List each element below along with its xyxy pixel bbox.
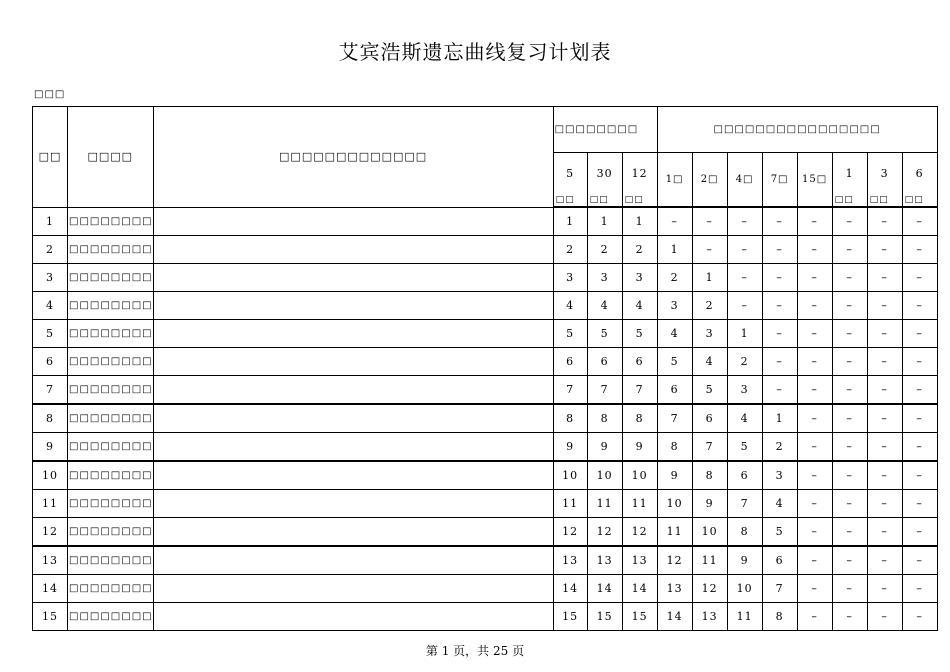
review-cell: – bbox=[832, 320, 867, 348]
table-row bbox=[33, 348, 938, 376]
review-cell: – bbox=[832, 264, 867, 292]
row-seq: 2 bbox=[33, 236, 68, 264]
review-cell: 6 bbox=[587, 348, 622, 376]
review-cell: 6 bbox=[622, 348, 657, 376]
review-cell: 10 bbox=[727, 575, 762, 603]
review-cell: 7 bbox=[762, 575, 797, 603]
review-cell: – bbox=[867, 264, 902, 292]
row-content bbox=[153, 490, 553, 518]
review-cell: – bbox=[902, 518, 937, 547]
review-cell: – bbox=[692, 236, 727, 264]
review-cell: 2 bbox=[762, 433, 797, 462]
review-cell: 1 bbox=[587, 207, 622, 236]
review-cell: 3 bbox=[762, 461, 797, 490]
row-topic: □□□□□□□□ bbox=[68, 461, 154, 490]
review-cell: 13 bbox=[553, 546, 587, 575]
row-topic: □□□□□□□□ bbox=[68, 490, 154, 518]
review-cell: – bbox=[762, 292, 797, 320]
review-cell: 15 bbox=[553, 603, 587, 631]
review-cell: – bbox=[902, 603, 937, 631]
review-cell: 14 bbox=[587, 575, 622, 603]
review-cell: 9 bbox=[622, 433, 657, 462]
row-seq: 4 bbox=[33, 292, 68, 320]
table-row bbox=[33, 518, 938, 547]
row-topic: □□□□□□□□ bbox=[68, 603, 154, 631]
review-cell: – bbox=[727, 236, 762, 264]
interval-month-1: 1 □□ bbox=[832, 153, 867, 208]
row-seq: 8 bbox=[33, 404, 68, 433]
review-cell: – bbox=[902, 348, 937, 376]
page-footer: 第 1 页，共 25 页 bbox=[425, 644, 525, 658]
review-cell: 5 bbox=[692, 376, 727, 405]
review-cell: – bbox=[902, 207, 937, 236]
review-cell: 4 bbox=[692, 348, 727, 376]
review-cell: 3 bbox=[553, 264, 587, 292]
interval-5: 5 □□ bbox=[553, 153, 587, 208]
review-cell: – bbox=[832, 292, 867, 320]
row-content bbox=[153, 404, 553, 433]
review-cell: – bbox=[762, 348, 797, 376]
review-cell: 7 bbox=[657, 404, 692, 433]
review-cell: – bbox=[867, 320, 902, 348]
table-row bbox=[33, 461, 938, 490]
review-cell: 8 bbox=[587, 404, 622, 433]
review-cell: 11 bbox=[727, 603, 762, 631]
review-cell: 6 bbox=[657, 376, 692, 405]
review-cell: 13 bbox=[692, 603, 727, 631]
review-cell: 2 bbox=[727, 348, 762, 376]
table-row bbox=[33, 575, 938, 603]
review-cell: 15 bbox=[622, 603, 657, 631]
review-cell: – bbox=[832, 404, 867, 433]
review-cell: 2 bbox=[587, 236, 622, 264]
review-cell: – bbox=[727, 292, 762, 320]
review-cell: 9 bbox=[657, 461, 692, 490]
row-seq: 9 bbox=[33, 433, 68, 462]
table-row bbox=[33, 236, 938, 264]
review-cell: – bbox=[762, 207, 797, 236]
table-row bbox=[33, 546, 938, 575]
review-cell: 4 bbox=[762, 490, 797, 518]
review-cell: – bbox=[902, 433, 937, 462]
row-topic: □□□□□□□□ bbox=[68, 433, 154, 462]
row-topic: □□□□□□□□ bbox=[68, 376, 154, 405]
review-cell: 1 bbox=[762, 404, 797, 433]
review-cell: 1 bbox=[622, 207, 657, 236]
review-cell: 8 bbox=[692, 461, 727, 490]
review-cell: 11 bbox=[657, 518, 692, 547]
review-cell: 10 bbox=[657, 490, 692, 518]
header-short-group: □□□□□□□□ bbox=[553, 107, 657, 153]
review-cell: 9 bbox=[553, 433, 587, 462]
review-cell: 10 bbox=[587, 461, 622, 490]
review-cell: – bbox=[867, 404, 902, 433]
review-cell: – bbox=[867, 348, 902, 376]
review-cell: – bbox=[797, 518, 832, 547]
review-cell: 1 bbox=[657, 236, 692, 264]
review-cell: – bbox=[797, 264, 832, 292]
review-cell: – bbox=[832, 376, 867, 405]
review-cell: – bbox=[832, 461, 867, 490]
row-topic: □□□□□□□□ bbox=[68, 348, 154, 376]
review-cell: 10 bbox=[692, 518, 727, 547]
review-cell: 2 bbox=[692, 292, 727, 320]
row-topic: □□□□□□□□ bbox=[68, 320, 154, 348]
review-cell: 6 bbox=[727, 461, 762, 490]
review-cell: – bbox=[902, 376, 937, 405]
review-cell: 5 bbox=[622, 320, 657, 348]
table-row bbox=[33, 404, 938, 433]
interval-day-1: 1□ bbox=[657, 153, 692, 208]
review-cell: – bbox=[867, 518, 902, 547]
review-cell: – bbox=[797, 404, 832, 433]
row-topic: □□□□□□□□ bbox=[68, 518, 154, 547]
table-row bbox=[33, 490, 938, 518]
row-topic: □□□□□□□□ bbox=[68, 292, 154, 320]
review-cell: 4 bbox=[622, 292, 657, 320]
review-cell: 7 bbox=[553, 376, 587, 405]
review-cell: 7 bbox=[727, 490, 762, 518]
review-cell: – bbox=[797, 292, 832, 320]
row-content bbox=[153, 320, 553, 348]
review-cell: – bbox=[867, 207, 902, 236]
review-cell: – bbox=[867, 236, 902, 264]
review-cell: 7 bbox=[622, 376, 657, 405]
interval-12: 12 □□ bbox=[622, 153, 657, 208]
review-cell: 10 bbox=[553, 461, 587, 490]
review-cell: 3 bbox=[692, 320, 727, 348]
row-content bbox=[153, 264, 553, 292]
review-cell: – bbox=[797, 236, 832, 264]
review-cell: 8 bbox=[657, 433, 692, 462]
review-cell: 5 bbox=[657, 348, 692, 376]
review-cell: 11 bbox=[692, 546, 727, 575]
review-cell: 12 bbox=[692, 575, 727, 603]
review-cell: – bbox=[832, 236, 867, 264]
row-topic: □□□□□□□□ bbox=[68, 575, 154, 603]
row-content bbox=[153, 546, 553, 575]
row-topic: □□□□□□□□ bbox=[68, 236, 154, 264]
review-cell: 5 bbox=[727, 433, 762, 462]
row-content bbox=[153, 207, 553, 236]
review-cell: 11 bbox=[553, 490, 587, 518]
review-cell: 3 bbox=[587, 264, 622, 292]
review-cell: 11 bbox=[587, 490, 622, 518]
row-topic: □□□□□□□□ bbox=[68, 404, 154, 433]
interval-day-15: 15□ bbox=[797, 153, 832, 208]
review-cell: 13 bbox=[657, 575, 692, 603]
header-long-group: □□□□□□□□□□□□□□□□ bbox=[657, 107, 937, 153]
interval-30: 30 □□ bbox=[587, 153, 622, 208]
review-cell: – bbox=[832, 433, 867, 462]
row-seq: 14 bbox=[33, 575, 68, 603]
review-cell: – bbox=[797, 320, 832, 348]
review-cell: 7 bbox=[587, 376, 622, 405]
row-content bbox=[153, 603, 553, 631]
review-cell: – bbox=[762, 236, 797, 264]
row-seq: 10 bbox=[33, 461, 68, 490]
review-cell: – bbox=[727, 264, 762, 292]
interval-month-6: 6 □□ bbox=[902, 153, 937, 208]
review-cell: 8 bbox=[727, 518, 762, 547]
review-cell: – bbox=[902, 292, 937, 320]
review-cell: – bbox=[902, 575, 937, 603]
review-cell: 3 bbox=[622, 264, 657, 292]
review-cell: – bbox=[867, 490, 902, 518]
row-seq: 13 bbox=[33, 546, 68, 575]
review-cell: – bbox=[867, 546, 902, 575]
review-cell: 4 bbox=[587, 292, 622, 320]
review-cell: – bbox=[902, 490, 937, 518]
review-cell: 8 bbox=[553, 404, 587, 433]
row-seq: 6 bbox=[33, 348, 68, 376]
table-row bbox=[33, 207, 938, 236]
row-seq: 11 bbox=[33, 490, 68, 518]
review-cell: 14 bbox=[657, 603, 692, 631]
review-cell: 6 bbox=[692, 404, 727, 433]
review-cell: – bbox=[832, 348, 867, 376]
review-cell: 7 bbox=[692, 433, 727, 462]
header-content: □□□□□□□□□□□□□ bbox=[153, 107, 553, 208]
review-cell: – bbox=[657, 207, 692, 236]
review-cell: – bbox=[797, 376, 832, 405]
review-cell: – bbox=[797, 546, 832, 575]
review-cell: 11 bbox=[622, 490, 657, 518]
review-cell: 5 bbox=[587, 320, 622, 348]
review-cell: – bbox=[832, 575, 867, 603]
review-cell: 10 bbox=[622, 461, 657, 490]
row-content bbox=[153, 236, 553, 264]
review-cell: – bbox=[797, 433, 832, 462]
review-cell: – bbox=[797, 348, 832, 376]
review-cell: – bbox=[902, 404, 937, 433]
review-cell: 15 bbox=[587, 603, 622, 631]
row-topic: □□□□□□□□ bbox=[68, 546, 154, 575]
review-cell: 13 bbox=[587, 546, 622, 575]
header-seq: □□ bbox=[33, 107, 68, 208]
review-cell: 1 bbox=[553, 207, 587, 236]
review-cell: – bbox=[762, 264, 797, 292]
review-cell: – bbox=[867, 603, 902, 631]
review-cell: 5 bbox=[762, 518, 797, 547]
row-content bbox=[153, 292, 553, 320]
review-cell: 8 bbox=[622, 404, 657, 433]
row-seq: 5 bbox=[33, 320, 68, 348]
review-cell: – bbox=[867, 376, 902, 405]
page-title: 艾宾浩斯遗忘曲线复习计划表 bbox=[338, 40, 612, 64]
interval-day-7: 7□ bbox=[762, 153, 797, 208]
table-row bbox=[33, 376, 938, 405]
review-cell: 2 bbox=[657, 264, 692, 292]
review-cell: 2 bbox=[553, 236, 587, 264]
review-cell: – bbox=[762, 320, 797, 348]
table-row bbox=[33, 292, 938, 320]
review-cell: 4 bbox=[553, 292, 587, 320]
review-cell: – bbox=[867, 433, 902, 462]
review-cell: – bbox=[832, 546, 867, 575]
interval-month-3: 3 □□ bbox=[867, 153, 902, 208]
row-content bbox=[153, 433, 553, 462]
review-cell: – bbox=[797, 207, 832, 236]
review-cell: 12 bbox=[657, 546, 692, 575]
review-cell: – bbox=[832, 518, 867, 547]
review-cell: – bbox=[692, 207, 727, 236]
review-cell: 9 bbox=[692, 490, 727, 518]
review-cell: – bbox=[902, 264, 937, 292]
row-topic: □□□□□□□□ bbox=[68, 264, 154, 292]
review-cell: 12 bbox=[587, 518, 622, 547]
review-cell: 12 bbox=[622, 518, 657, 547]
sheet-note: □□□ bbox=[34, 89, 66, 100]
row-content bbox=[153, 376, 553, 405]
review-cell: – bbox=[727, 207, 762, 236]
row-seq: 15 bbox=[33, 603, 68, 631]
review-cell: 1 bbox=[727, 320, 762, 348]
review-cell: 13 bbox=[622, 546, 657, 575]
review-cell: 5 bbox=[553, 320, 587, 348]
review-cell: – bbox=[797, 603, 832, 631]
review-cell: – bbox=[902, 236, 937, 264]
review-cell: – bbox=[832, 603, 867, 631]
interval-day-2: 2□ bbox=[692, 153, 727, 208]
review-cell: – bbox=[797, 461, 832, 490]
review-cell: – bbox=[867, 461, 902, 490]
header-topic: □□□□ bbox=[68, 107, 154, 208]
row-content bbox=[153, 348, 553, 376]
review-cell: 6 bbox=[762, 546, 797, 575]
review-cell: – bbox=[902, 320, 937, 348]
review-cell: – bbox=[867, 292, 902, 320]
table-row bbox=[33, 433, 938, 462]
review-cell: 14 bbox=[553, 575, 587, 603]
row-content bbox=[153, 518, 553, 547]
review-cell: 8 bbox=[762, 603, 797, 631]
review-cell: – bbox=[797, 575, 832, 603]
review-cell: 1 bbox=[692, 264, 727, 292]
table-row bbox=[33, 264, 938, 292]
review-cell: 3 bbox=[657, 292, 692, 320]
review-cell: – bbox=[797, 490, 832, 518]
interval-day-4: 4□ bbox=[727, 153, 762, 208]
table-row bbox=[33, 603, 938, 631]
review-cell: – bbox=[867, 575, 902, 603]
review-cell: – bbox=[902, 461, 937, 490]
row-seq: 12 bbox=[33, 518, 68, 547]
row-content bbox=[153, 575, 553, 603]
review-cell: 4 bbox=[727, 404, 762, 433]
review-cell: – bbox=[902, 546, 937, 575]
review-cell: 4 bbox=[657, 320, 692, 348]
review-cell: 9 bbox=[587, 433, 622, 462]
review-cell: 9 bbox=[727, 546, 762, 575]
row-content bbox=[153, 461, 553, 490]
review-schedule-table bbox=[32, 106, 938, 631]
review-cell: 14 bbox=[622, 575, 657, 603]
review-cell: – bbox=[762, 376, 797, 405]
row-seq: 1 bbox=[33, 207, 68, 236]
table-row bbox=[33, 320, 938, 348]
review-cell: – bbox=[832, 207, 867, 236]
review-cell: 6 bbox=[553, 348, 587, 376]
row-seq: 3 bbox=[33, 264, 68, 292]
review-cell: 12 bbox=[553, 518, 587, 547]
review-cell: 2 bbox=[622, 236, 657, 264]
review-cell: 3 bbox=[727, 376, 762, 405]
review-cell: – bbox=[832, 490, 867, 518]
row-topic: □□□□□□□□ bbox=[68, 207, 154, 236]
row-seq: 7 bbox=[33, 376, 68, 405]
